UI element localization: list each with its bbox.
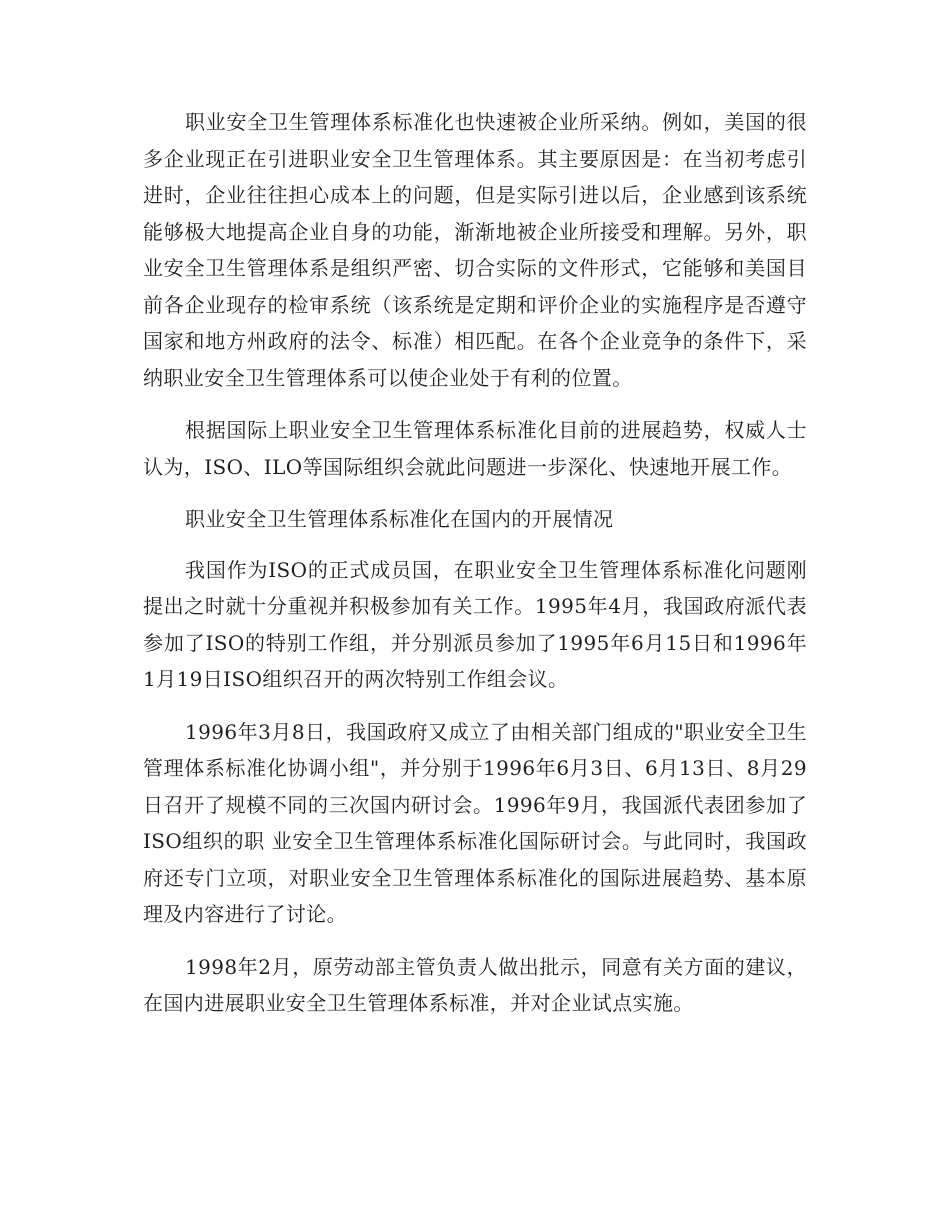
paragraph-us-adoption: 职业安全卫生管理体系标准化也快速被企业所采纳。例如，美国的很多企业现正在引进职业安全卫生管理体系。其主要原因是：在当初考虑引进时，企业往往担心成本上的问题，但是实际引进以后，企业感到该系统能够极大地提高企业自身的功能，渐渐地被企业所接受和理解。另外，职业安全卫生管理体系是组织严密、切合实际的文件形式，它能够和美国目前各企业现存的检审系统（该系统是定期和评价企业的实施程序是否遵守国家和地方州政府的法令、标准）相匹配。在各个企业竞争的条件下，采纳职业安全卫生管理体系可以使企业处于有利的位置。 [143, 110, 807, 390]
paragraph-international-trend: 根据国际上职业安全卫生管理体系标准化目前的进展趋势，权威人士认为，ISO、ILO等国际组织会就此问题进一步深化、快速地开展工作。 [143, 418, 807, 479]
section-heading-domestic: 职业安全卫生管理体系标准化在国内的开展情况 [185, 507, 614, 531]
paragraph-1998-approval: 1998年2月，原劳动部主管负责人做出批示，同意有关方面的建议，在国内进展职业安全卫生管理体系标准，并对企业试点实施。 [143, 954, 807, 1015]
paragraph-iso-membership: 我国作为ISO的正式成员国，在职业安全卫生管理体系标准化问题刚提出之时就十分重视并积极参加有关工作。1995年4月，我国政府派代表参加了ISO的特别工作组，并分别派员参加了1995年6月15日和1996年1月19日ISO组织召开的两次特别工作组会议。 [143, 557, 807, 691]
paragraph-coordination-group: 1996年3月8日，我国政府又成立了由相关部门组成的"职业安全卫生管理体系标准化协调小组"，并分别于1996年6月3日、6月13日、8月29日召开了规模不同的三次国内研讨会。1996年9月，我国派代表团参加了ISO组织的职 业安全卫生管理体系标准化国际研讨会。与此同时，我国政府还专门立项，对职业安全卫生管理体系标准化的国际进展趋势、基本原理及内容进行了讨论。 [143, 719, 807, 926]
